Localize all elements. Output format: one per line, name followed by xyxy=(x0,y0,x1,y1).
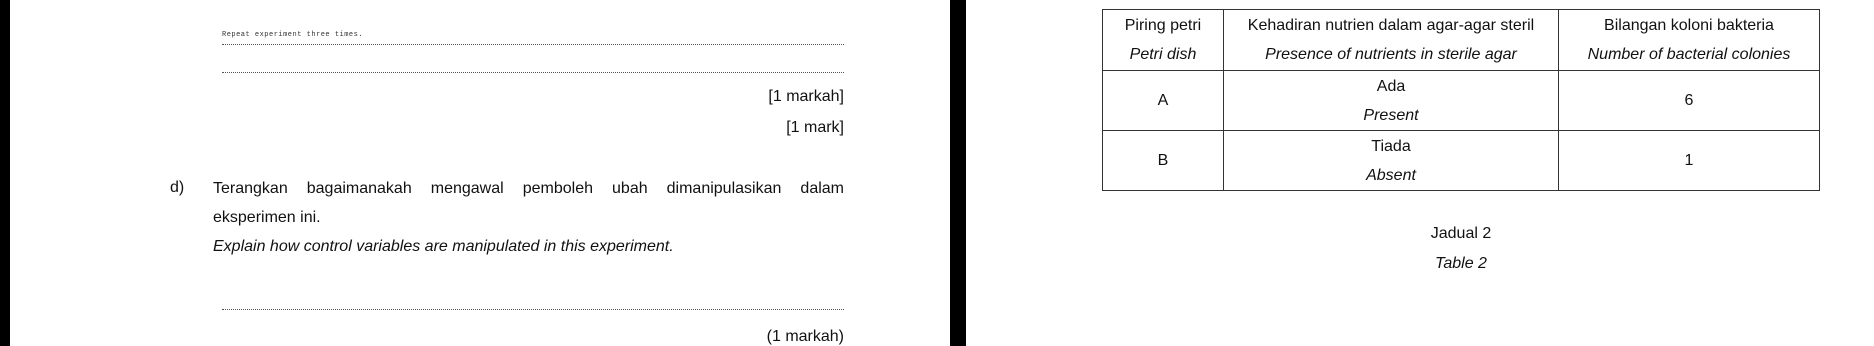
question-label: d) xyxy=(170,179,185,196)
cell-dish: B xyxy=(1103,131,1224,191)
answer-line-2 xyxy=(222,72,844,73)
data-table xyxy=(1102,9,1820,191)
mark-malay: [1 markah] xyxy=(768,88,844,105)
answer-line-1 xyxy=(222,44,844,45)
table-row xyxy=(1103,71,1820,131)
header-colonies: Bilangan koloni bakteria Number of bacterial colonies xyxy=(1559,10,1820,71)
cell-nutrient: Ada Present xyxy=(1224,71,1559,131)
header-petri-dish: Piring petri Petri dish xyxy=(1103,10,1224,71)
table-row xyxy=(1103,131,1820,191)
right-page xyxy=(966,0,1874,346)
mark-english: [1 mark] xyxy=(786,119,844,136)
table-header-row xyxy=(1103,10,1820,71)
caption-malay: Jadual 2 xyxy=(1430,225,1492,242)
question-english: Explain how control variables are manipulated in this experiment. xyxy=(213,238,674,255)
bottom-mark: (1 markah) xyxy=(766,328,844,345)
header-nutrients: Kehadiran nutrien dalam agar-agar steril Presence of nutrients in sterile agar xyxy=(1224,10,1559,71)
question-malay-line1: Terangkan bagaimanakah mengawal pemboleh ubah dimanipulasikan dalam xyxy=(213,180,844,197)
answer-line-3 xyxy=(222,309,844,310)
cell-dish: A xyxy=(1103,71,1224,131)
left-page xyxy=(10,0,950,346)
cell-colonies: 1 xyxy=(1559,131,1820,191)
caption-english: Table 2 xyxy=(1435,255,1487,272)
handwritten-answer: Repeat experiment three times. xyxy=(222,31,364,39)
question-malay-line2: eksperimen ini. xyxy=(213,209,321,226)
cell-nutrient: Tiada Absent xyxy=(1224,131,1559,191)
cell-colonies: 6 xyxy=(1559,71,1820,131)
